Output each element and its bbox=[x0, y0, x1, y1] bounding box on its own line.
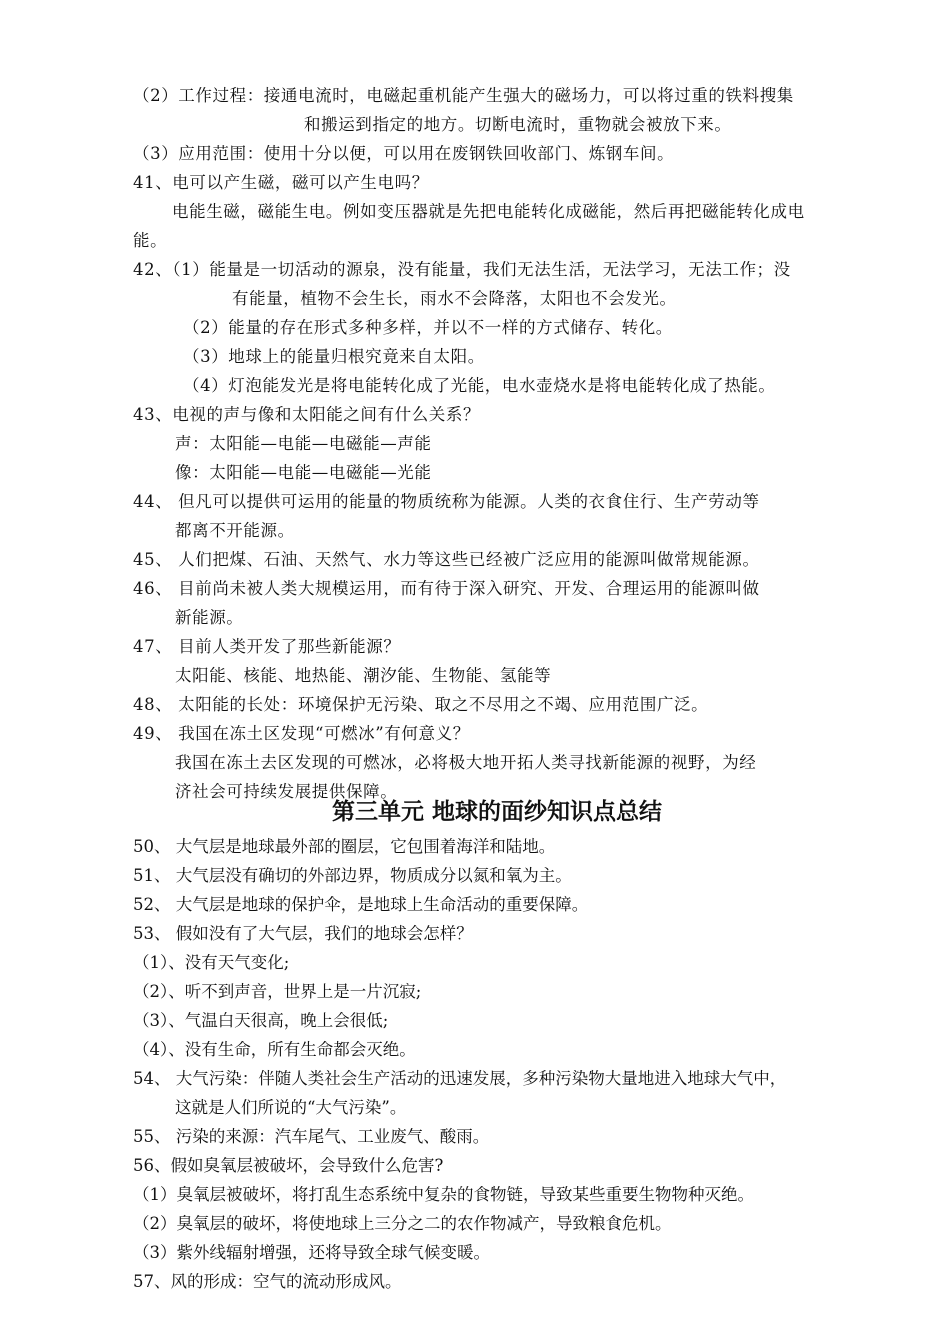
text-line: （2）臭氧层的破坏，将使地球上三分之二的农作物减产，导致粮食危机。 bbox=[133, 1214, 672, 1233]
text-line: 48、 太阳能的长处：环境保护无污染、取之不尽用之不竭、应用范围广泛。 bbox=[133, 695, 709, 714]
text-line: 济社会可持续发展提供保障。 bbox=[175, 782, 398, 801]
text-line: 53、 假如没有了大气层，我们的地球会怎样？ bbox=[133, 924, 473, 943]
text-line: 能。 bbox=[133, 231, 168, 250]
text-line: 56、假如臭氧层被破坏，会导致什么危害? bbox=[133, 1156, 444, 1175]
text-line: 声：太阳能—电能—电磁能—声能 bbox=[175, 434, 432, 453]
text-line: 电能生磁，磁能生电。例如变压器就是先把电能转化成磁能，然后再把磁能转化成电 bbox=[172, 202, 805, 221]
text-line: （3）应用范围：使用十分以便，可以用在废钢铁回收部门、炼钢车间。 bbox=[133, 144, 675, 163]
text-line: （2）能量的存在形式多种多样，并以不一样的方式储存、转化。 bbox=[183, 318, 673, 337]
text-line: 46、 目前尚未被人类大规模运用，而有待于深入研究、开发、合理运用的能源叫做 bbox=[133, 579, 760, 598]
text-line: （3）紫外线辐射增强，还将导致全球气候变暖。 bbox=[133, 1243, 490, 1262]
text-line: 50、 大气层是地球最外部的圈层，它包围着海洋和陆地。 bbox=[133, 837, 556, 856]
text-line: 我国在冻土去区发现的可燃冰，必将极大地开拓人类寻找新能源的视野，为经 bbox=[175, 753, 757, 772]
text-line: 像：太阳能—电能—电磁能—光能 bbox=[175, 463, 432, 482]
text-line: 54、 大气污染：伴随人类社会生产活动的迅速发展，多种污染物大量地进入地球大气中， bbox=[133, 1069, 787, 1088]
text-line: （4）、没有生命，所有生命都会灭绝。 bbox=[133, 1040, 416, 1059]
text-line: 这就是人们所说的“大气污染”。 bbox=[175, 1098, 407, 1117]
text-line: 57、风的形成：空气的流动形成风。 bbox=[133, 1272, 402, 1291]
text-line: 都离不开能源。 bbox=[175, 521, 295, 540]
text-line: 新能源。 bbox=[175, 608, 244, 627]
section-heading: 第三单元 地球的面纱知识点总结 bbox=[332, 799, 663, 825]
text-line: （4）灯泡能发光是将电能转化成了光能，电水壶烧水是将电能转化成了热能。 bbox=[183, 376, 776, 395]
text-line: 和搬运到指定的地方。切断电流时，重物就会被放下来。 bbox=[304, 115, 732, 134]
text-line: （2）、听不到声音，世界上是一片沉寂; bbox=[133, 982, 422, 1001]
text-line: （1）臭氧层被破坏，将打乱生态系统中复杂的食物链，导致某些重要生物物种灭绝。 bbox=[133, 1185, 754, 1204]
text-line: 45、 人们把煤、石油、天然气、水力等这些已经被广泛应用的能源叫做常规能源。 bbox=[133, 550, 760, 569]
text-line: 55、 污染的来源：汽车尾气、工业废气、酸雨。 bbox=[133, 1127, 490, 1146]
text-line: 43、电视的声与像和太阳能之间有什么关系？ bbox=[133, 405, 481, 424]
text-line: 49、 我国在冻土区发现“可燃冰”有何意义？ bbox=[133, 724, 470, 743]
text-line: 41、电可以产生磁，磁可以产生电吗？ bbox=[133, 173, 429, 192]
text-line: （3）、气温白天很高，晚上会很低; bbox=[133, 1011, 389, 1030]
text-line: 42、（1）能量是一切活动的源泉，没有能量，我们无法生活，无法学习，无法工作；没 bbox=[133, 260, 791, 279]
text-line: （3）地球上的能量归根究竟来自太阳。 bbox=[183, 347, 485, 366]
text-line: 有能量，植物不会生长，雨水不会降落，太阳也不会发光。 bbox=[232, 289, 677, 308]
text-line: （2）工作过程：接通电流时，电磁起重机能产生强大的磁场力，可以将过重的铁料搜集 bbox=[133, 86, 794, 105]
text-line: （1）、没有天气变化; bbox=[133, 953, 290, 972]
text-line: 44、 但凡可以提供可运用的能量的物质统称为能源。人类的衣食住行、生产劳动等 bbox=[133, 492, 760, 511]
text-line: 太阳能、核能、地热能、潮汐能、生物能、氢能等 bbox=[175, 666, 552, 685]
text-line: 47、 目前人类开发了那些新能源？ bbox=[133, 637, 401, 656]
text-line: 52、 大气层是地球的保护伞，是地球上生命活动的重要保障。 bbox=[133, 895, 589, 914]
text-line: 51、 大气层没有确切的外部边界，物质成分以氮和氧为主。 bbox=[133, 866, 572, 885]
